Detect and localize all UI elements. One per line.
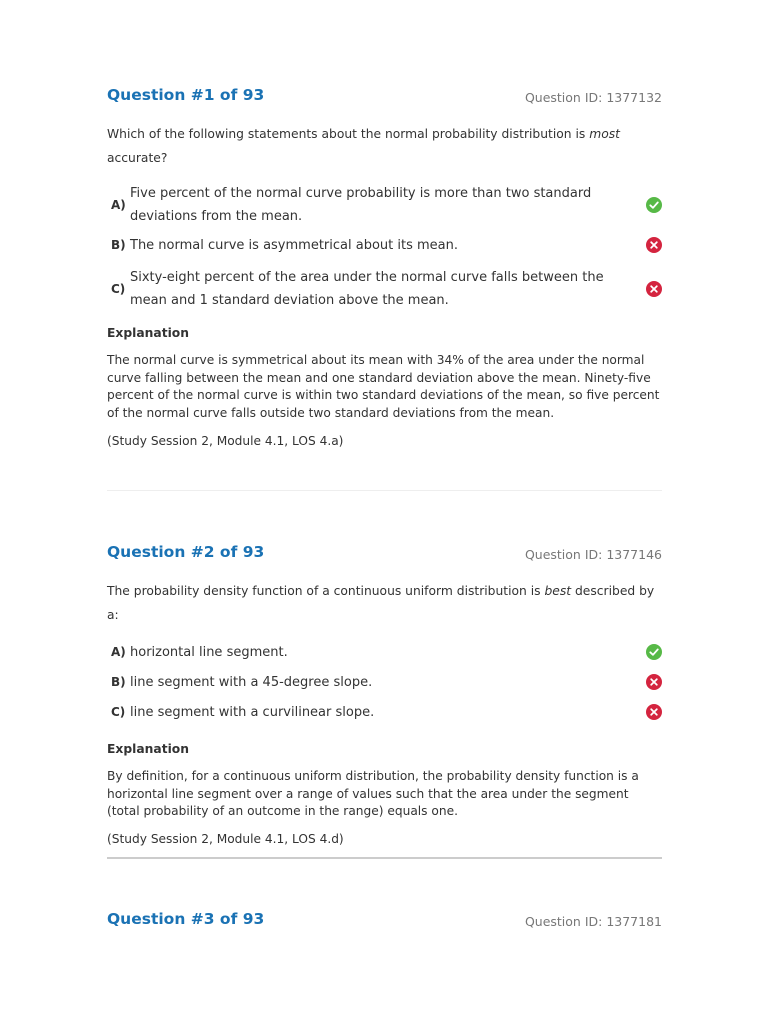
answer-list (111, 181, 662, 312)
answer-letter: B) (111, 675, 126, 689)
answer-text: Sixty-eight percent of the area under the normal curve falls between the mean and 1 standard deviation above the mean. (130, 269, 604, 308)
question-1 (107, 86, 662, 448)
question-stem (107, 579, 662, 627)
question-id: Question ID: 1377132 (524, 90, 662, 105)
question-id: Question ID: 1377181 (524, 914, 662, 929)
answer-text: The normal curve is asymmetrical about its mean. (130, 237, 458, 253)
explanation-text: By definition, for a continuous uniform distribution, the probability density function is a horizontal line segment over a range of values such that the area under the segment (total probability of an outcome in the range) equals one. (107, 769, 639, 818)
answer-b (111, 230, 662, 260)
x-circle-icon (646, 281, 662, 297)
question-header (107, 543, 662, 567)
check-circle-icon (646, 197, 662, 213)
stem-emphasis: best (544, 584, 572, 598)
question-title: Question #3 of 93 (107, 910, 265, 928)
question-3 (107, 910, 662, 934)
answer-letter: A) (111, 645, 126, 659)
x-circle-icon (646, 704, 662, 720)
stem-emphasis: most (589, 127, 620, 141)
question-header (107, 910, 662, 934)
answer-c (111, 265, 662, 312)
x-circle-icon (646, 237, 662, 253)
divider (107, 857, 662, 859)
question-title: Question #1 of 93 (107, 86, 265, 104)
answer-a (111, 637, 662, 667)
study-reference: (Study Session 2, Module 4.1, LOS 4.d) (107, 831, 344, 846)
divider (107, 490, 662, 491)
answer-a (111, 181, 662, 228)
question-header (107, 86, 662, 110)
answer-letter: A) (111, 197, 126, 212)
answer-letter: B) (111, 238, 126, 252)
answer-b (111, 667, 662, 697)
explanation-label: Explanation (107, 326, 189, 340)
answer-text: Five percent of the normal curve probability is more than two standard deviations from the mean. (130, 185, 592, 224)
answer-text: horizontal line segment. (130, 644, 288, 660)
question-title: Question #2 of 93 (107, 543, 265, 561)
answer-list (111, 637, 662, 727)
check-circle-icon (646, 644, 662, 660)
answer-c (111, 697, 662, 727)
answer-letter: C) (111, 281, 126, 296)
stem-text-end: described by a: (107, 584, 655, 622)
stem-text: Which of the following statements about the normal probability distribution is (107, 127, 590, 141)
answer-text: line segment with a 45-degree slope. (130, 674, 373, 690)
answer-text: line segment with a curvilinear slope. (130, 704, 375, 720)
explanation-text: The normal curve is symmetrical about its mean with 34% of the area under the normal curve falling between the mean and one standard deviation above the mean. Ninety-five percent of the normal curve is within two standard deviations of the mean, so five percent of the normal curve falls outside two standard deviations from the mean. (107, 353, 660, 420)
question-stem (107, 122, 627, 170)
x-circle-icon (646, 674, 662, 690)
question-id: Question ID: 1377146 (524, 547, 662, 562)
stem-text-end: accurate? (107, 151, 168, 165)
explanation-label: Explanation (107, 742, 189, 756)
study-reference: (Study Session 2, Module 4.1, LOS 4.a) (107, 434, 344, 448)
stem-text: The probability density function of a continuous uniform distribution is (107, 584, 545, 598)
answer-letter: C) (111, 705, 126, 719)
question-2 (107, 543, 662, 846)
